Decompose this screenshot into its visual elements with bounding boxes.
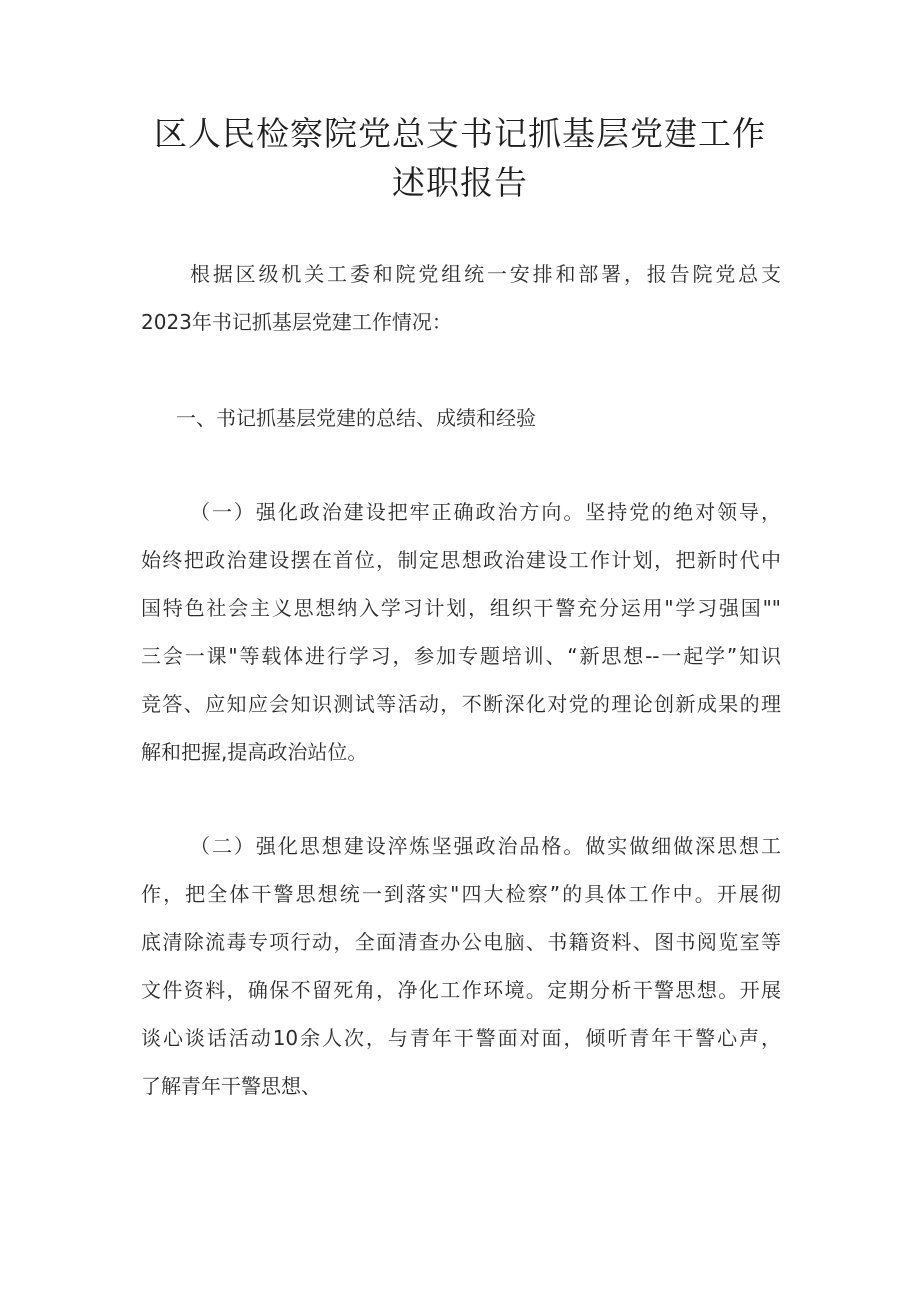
paragraph-line: 始终把政治建设摆在首位，制定思想政治建设工作计划，把新时代中 [141, 548, 781, 572]
paragraph-ideological-construction [141, 822, 781, 1110]
paragraph-line: 竞答、应知应会知识测试等活动，不断深化对党的理论创新成果的理 [141, 692, 781, 716]
paragraph-line: （一）强化政治建设把牢正确政治方向。坚持党的绝对领导， [190, 500, 781, 524]
paragraph-political-construction [141, 488, 781, 776]
paragraph-line: 2023年书记抓基层党建工作情况： [141, 310, 452, 334]
paragraph-line: 谈心谈话活动10余人次，与青年干警面对面，倾听青年干警心声， [141, 1026, 781, 1050]
section-heading [141, 394, 781, 442]
paragraph-line: 了解青年干警思想、 [141, 1074, 321, 1098]
paragraph-line: 三会一课"等载体进行学习，参加专题培训、“新思想--一起学”知识 [141, 644, 781, 668]
paragraph-line: （二）强化思想建设淬炼坚强政治品格。做实做细做深思想工 [190, 834, 781, 858]
paragraph-line: 底清除流毒专项行动，全面清查办公电脑、书籍资料、图书阅览室等 [141, 930, 781, 954]
paragraph-line: 文件资料，确保不留死角，净化工作环境。定期分析干警思想。开展 [141, 978, 781, 1002]
document-title-line-1: 区人民检察院党总支书记抓基层党建工作 [154, 114, 766, 153]
paragraph-line: 作，把全体干警思想统一到落实"四大检察”的具体工作中。开展彻 [141, 882, 781, 906]
paragraph-line: 根据区级机关工委和院党组统一安排和部署，报告院党总支 [190, 262, 781, 286]
paragraph-line: 国特色社会主义思想纳入学习计划，组织干警充分运用"学习强国"" [141, 596, 781, 620]
intro-paragraph [141, 250, 781, 346]
document-title-line-2: 述职报告 [392, 163, 528, 202]
section-heading-text: 一、书记抓基层党建的总结、成绩和经验 [176, 406, 536, 430]
paragraph-line: 解和把握,提高政治站位。 [141, 740, 368, 764]
